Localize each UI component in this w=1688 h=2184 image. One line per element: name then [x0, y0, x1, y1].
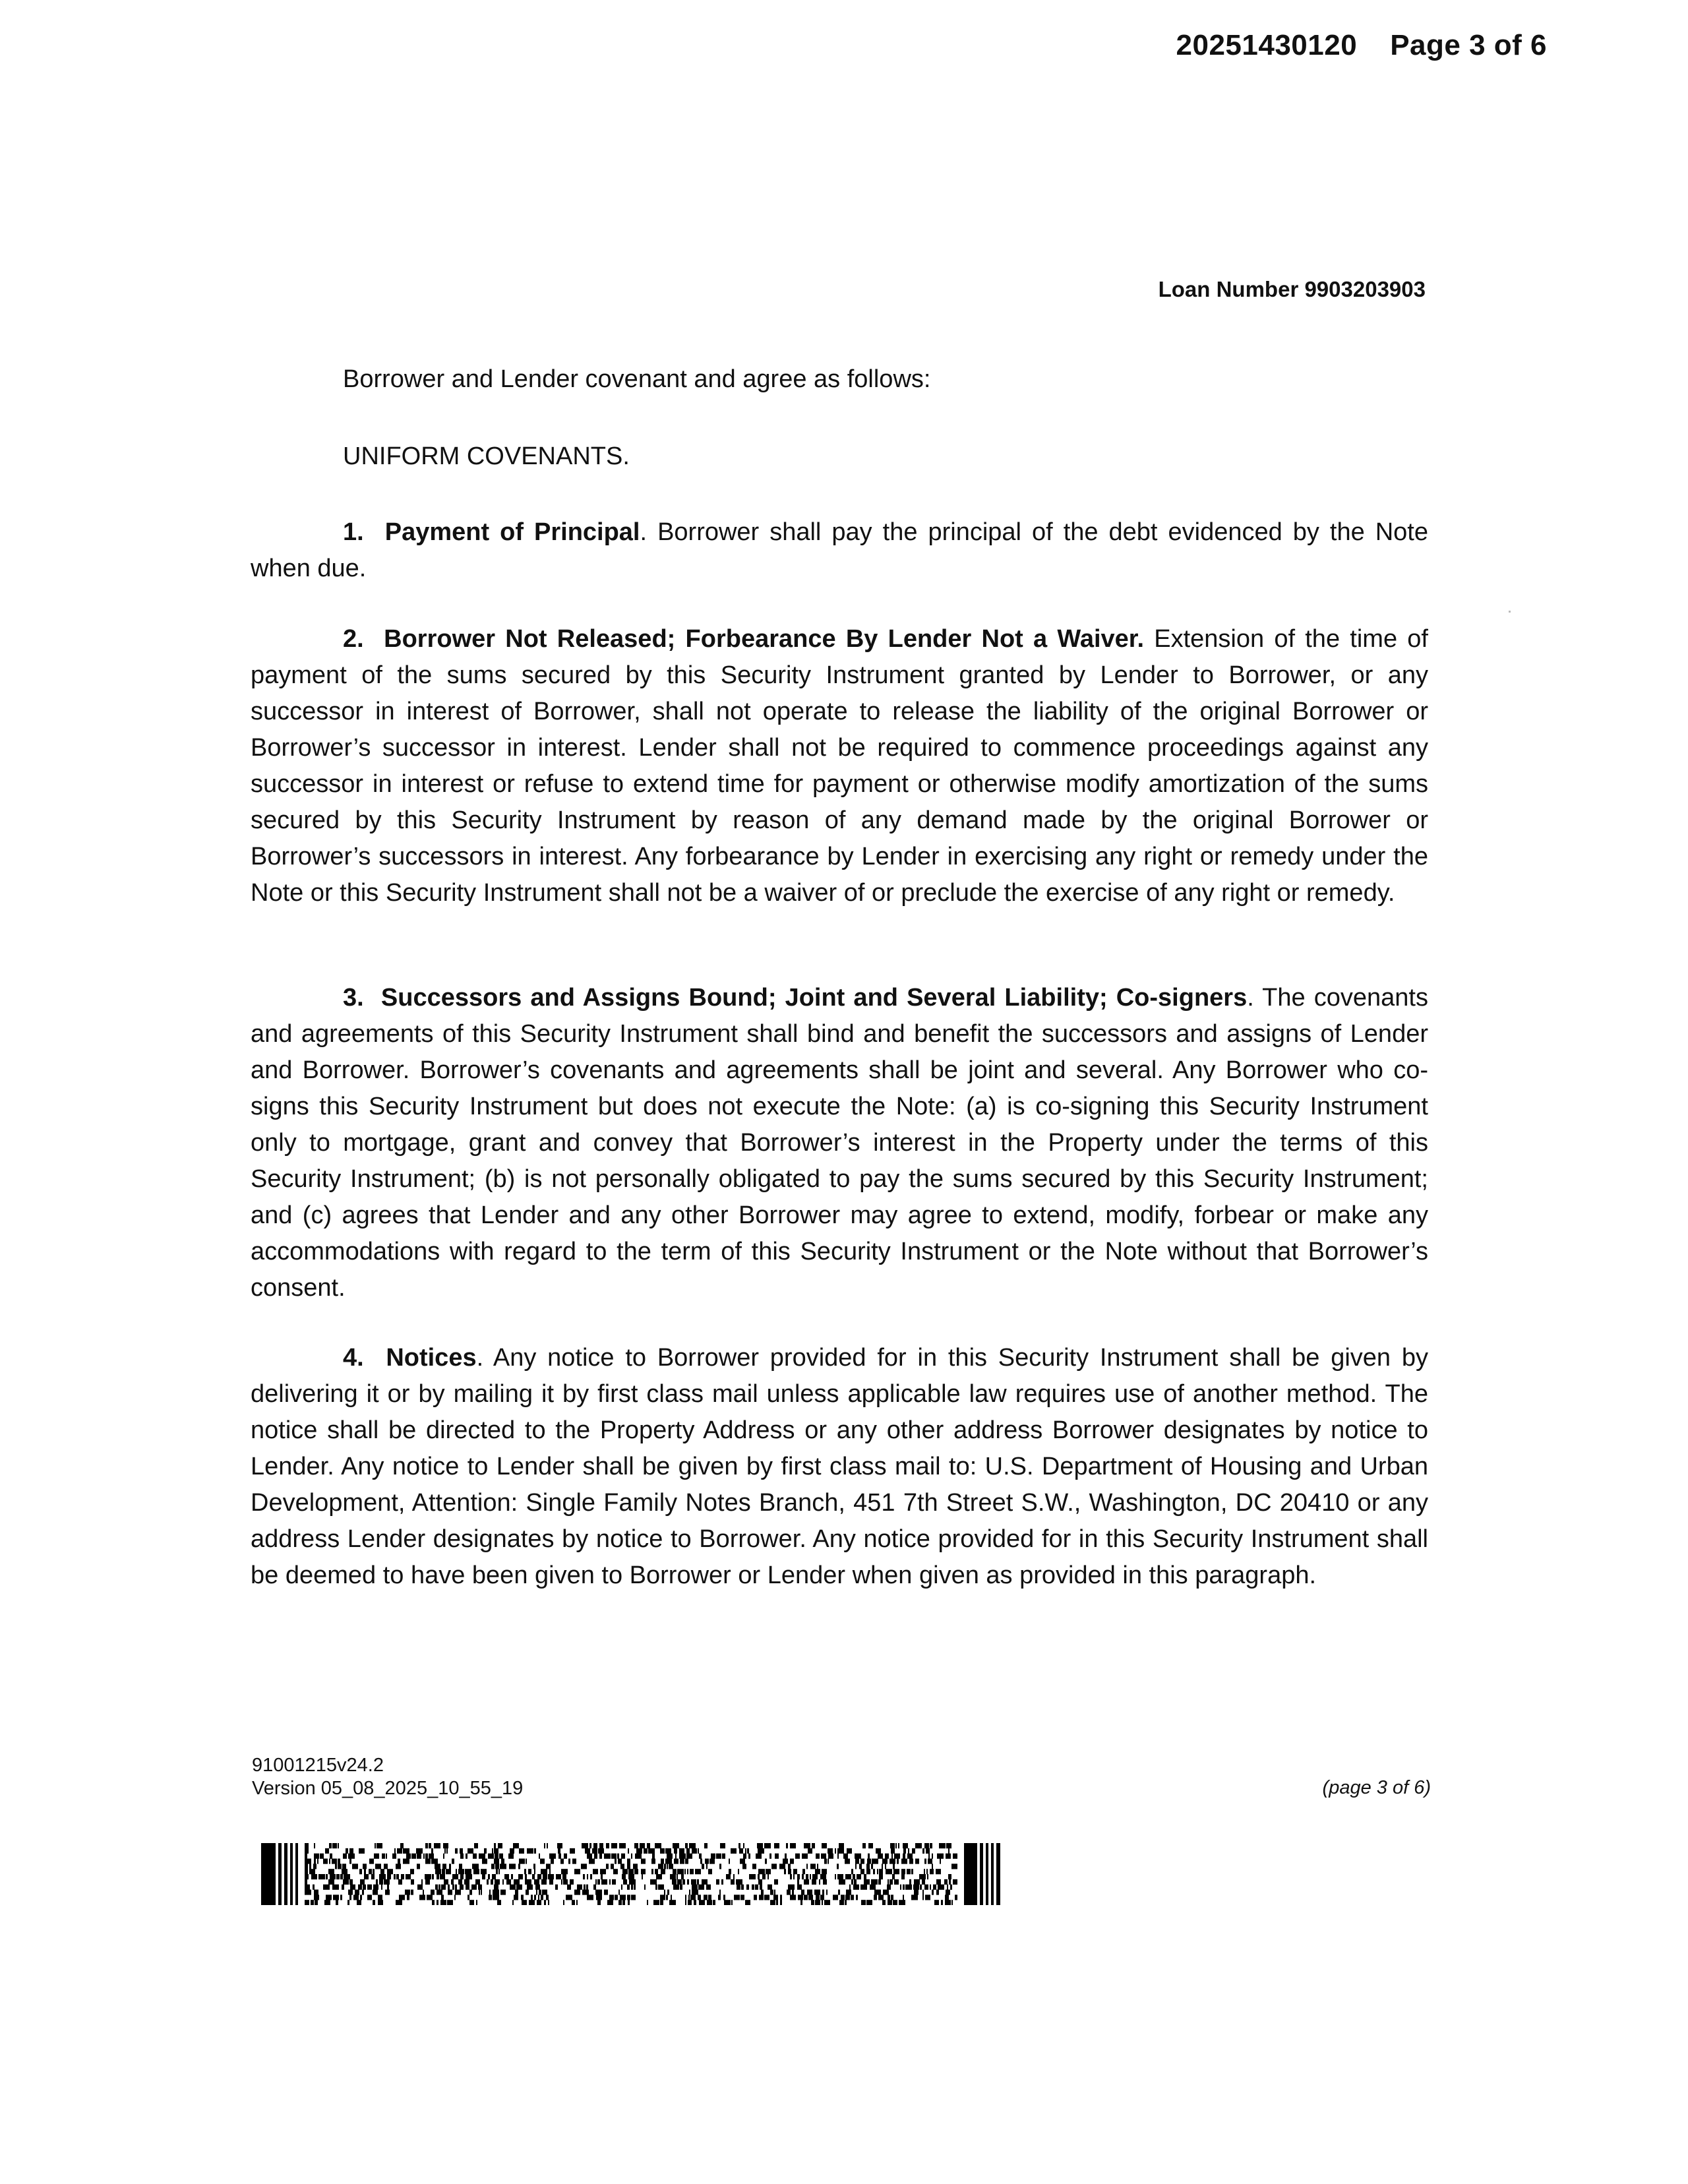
covenant-3-heading: Successors and Assigns Bound; Joint and Several Liability; Co-signers	[380, 984, 1248, 1012]
covenant-1-number: 1.	[343, 518, 364, 546]
covenant-3-number: 3.	[343, 984, 364, 1012]
form-version: Version 05_08_2025_10_55_19	[252, 1778, 524, 1799]
page-label: Page 3 of 6	[1390, 29, 1547, 61]
covenant-4-text: . Any notice to Borrower provided for in this Security Instrument shall be given by delivering it or by mailing it by first class mail unless applicable law requires use of another method. The notice shall be directed to the Property Address or any other address Borrower designates by notice to Lender. Any notice to Lender shall be given by first class mail to: U.S. Department of Housing and Urban Development, Attention: Single Family Notes Branch, 451 7th Street S.W., Washington, DC 20410 or any address Lender designates by notice to Borrower. Any notice provided for in this Security Instrument shall be deemed to have been given to Borrower or Lender when given as provided in this paragraph.	[251, 1344, 1428, 1589]
covenant-1-heading: Payment of Principal	[384, 518, 640, 546]
covenant-4	[251, 1340, 1428, 1594]
covenant-1	[251, 514, 1428, 587]
covenant-4-number: 4.	[343, 1344, 364, 1372]
pdf417-barcode-icon	[261, 1843, 1002, 1905]
covenant-2-number: 2.	[343, 625, 364, 653]
footer-form-info	[252, 1754, 523, 1800]
covenant-3	[251, 980, 1428, 1306]
intro-sentence: Borrower and Lender covenant and agree as follows:	[343, 365, 931, 393]
covenant-1-text: . Borrower shall pay the principal of the debt evidenced by the Note when due.	[251, 518, 1428, 582]
footer-page-number: (page 3 of 6)	[1322, 1777, 1431, 1798]
form-id: 91001215v24.2	[252, 1755, 384, 1776]
recording-header	[1176, 29, 1548, 62]
covenant-3-text: . The covenants and agreements of this Security Instrument shall bind and benefit the successors and assigns of Lender and Borrower. Borrower’s covenants and agreements shall be joint and several. Any Borrower who co-signs this Security Instrument but does not execute the Note: (a) is co-signing this Security Instrument only to mortgage, grant and convey that Borrower’s interest in the Property under the terms of this Security Instrument; (b) is not personally obligated to pay the sums secured by this Security Instrument; and (c) agrees that Lender and any other Borrower may agree to extend, modify, forbear or make any accommodations with regard to the term of this Security Instrument or the Note without that Borrower’s consent.	[251, 984, 1428, 1302]
covenant-2-heading: Borrower Not Released; Forbearance By Lender Not a Waiver.	[384, 625, 1145, 653]
covenant-2	[251, 621, 1428, 911]
document-number: 20251430120	[1176, 29, 1358, 61]
loan-number: Loan Number 9903203903	[1158, 277, 1426, 301]
section-title: UNIFORM COVENANTS.	[343, 442, 630, 470]
covenant-4-heading: Notices	[386, 1344, 477, 1372]
covenant-2-text: Extension of the time of payment of the sums secured by this Security Instrument granted by Lender to Borrower, or any successor in interest of Borrower, shall not operate to release the liability of the original Borrower or Borrower’s successor in interest. Lender shall not be required to commence proceedings against any successor in interest or refuse to extend time for payment or otherwise modify amortization of the sums secured by this Security Instrument by reason of any demand made by the original Borrower or Borrower’s successors in interest. Any forbearance by Lender in exercising any right or remedy under the Note or this Security Instrument shall not be a waiver of or preclude the exercise of any right or remedy.	[251, 625, 1428, 907]
scan-speck	[1509, 611, 1511, 613]
